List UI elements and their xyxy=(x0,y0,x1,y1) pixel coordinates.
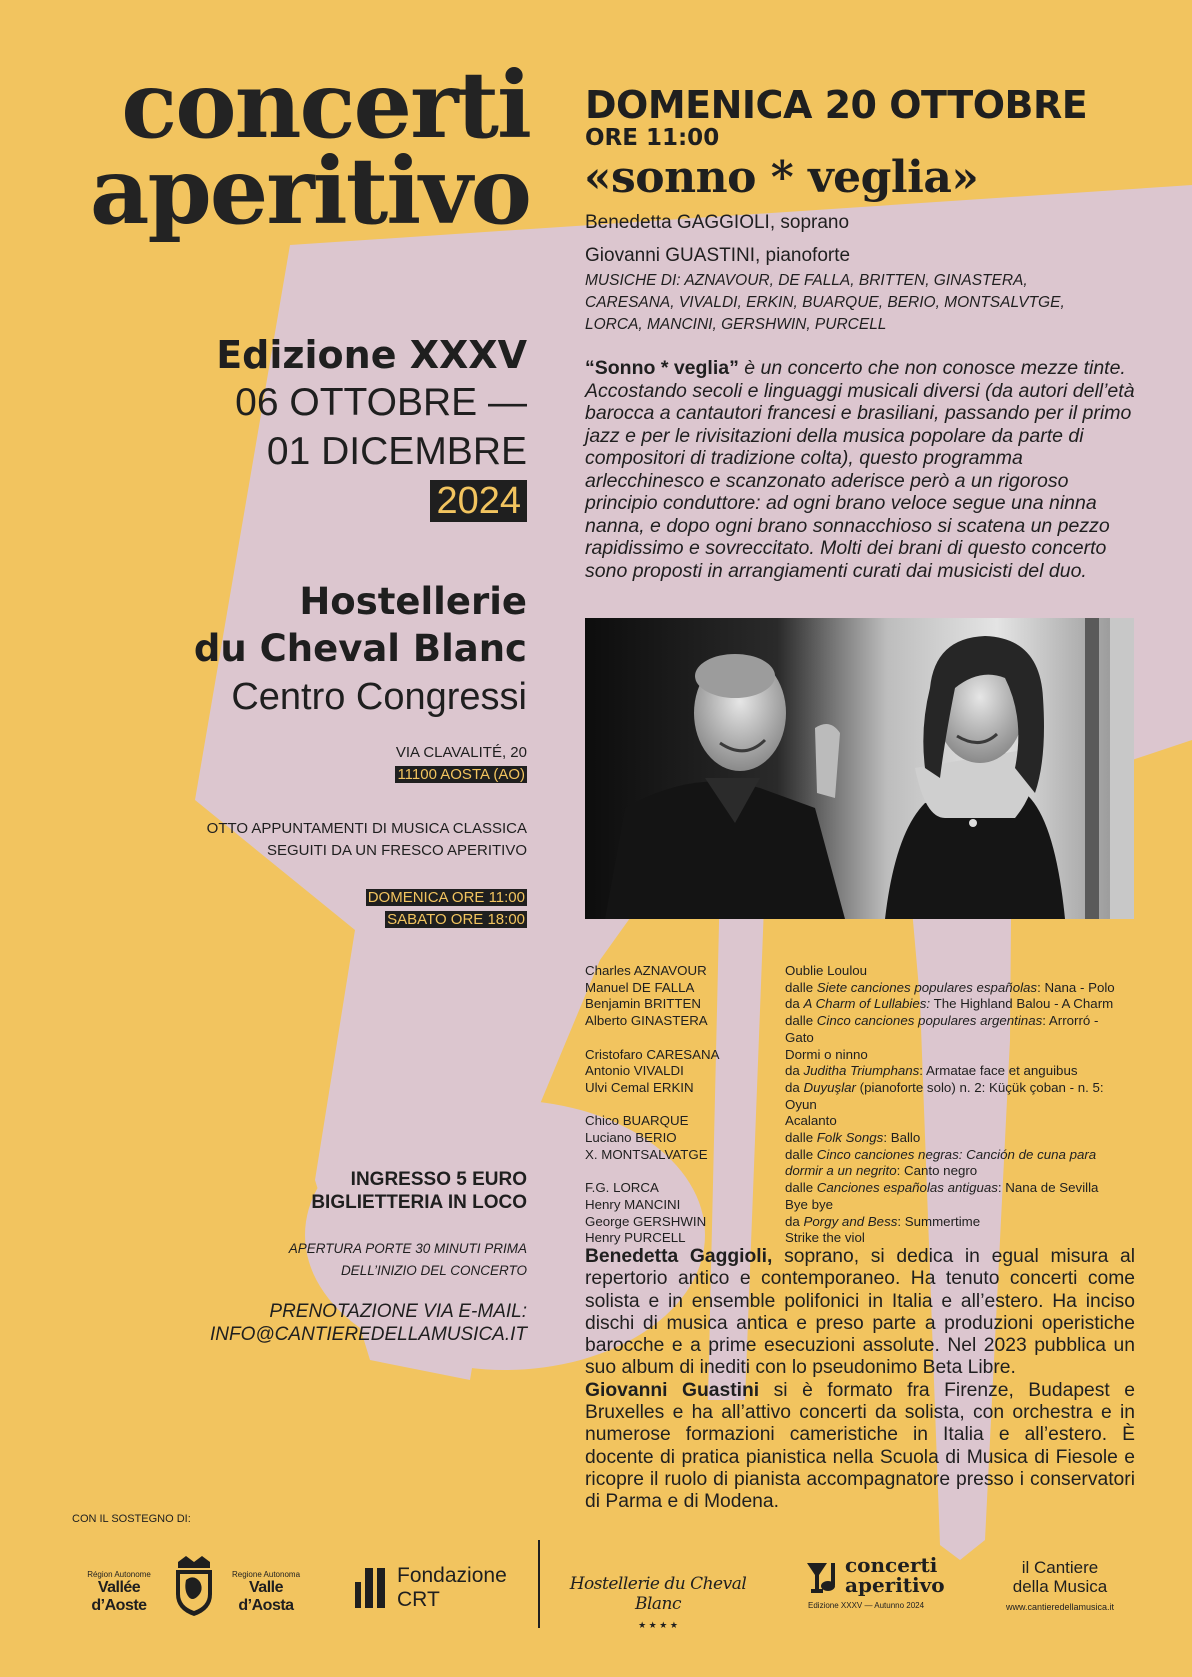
composers-list xyxy=(585,270,1105,336)
address-street: VIA CLAVALITÉ, 20 xyxy=(395,744,527,761)
tagline-line-2: SEGUITI DA UN FRESCO APERITIVO xyxy=(266,842,527,859)
program-row xyxy=(585,1130,1130,1147)
booking-info xyxy=(210,1300,527,1346)
ca-name-2: aperitivo xyxy=(845,1573,945,1597)
program-piece: dalle Folk Songs: Ballo xyxy=(785,1130,921,1146)
bio-text-guastini: si è formato fra Firenze, Budapest e Bruxelles e ha all’attivo concerti da solista, con orchestra e in numerose formazioni cameristiche in Italia e all’estero. È docente di pratica pianistica nella Scuola di Musica di Fiesole e ricopre il ruolo di pianista accompagnatore presso i conservatori di Parma e di Modena. xyxy=(585,1379,1135,1513)
title-line-1: concerti xyxy=(121,51,530,159)
bio-text-gaggioli: soprano, si dedica in egual misura al repertorio antico e contemporaneo. Ha tenuto concerti come solista e in ensemble polifonici in Italia e all’estero. Ha inciso dischi di musica antica e preso parte a produzioni operistiche barocche e a prime esecuzioni assolute. Nel 2023 pubblica un suo album di inediti con lo pseudonimo Beta Libre. xyxy=(585,1246,1135,1379)
program-piece: dalle Canciones españolas antiguas: Nana de Sevilla xyxy=(785,1180,1099,1196)
program-piece: Dormi o ninno xyxy=(785,1046,868,1062)
cm-name-1: il Cantiere xyxy=(1021,1558,1099,1577)
support-label: CON IL SOSTEGNO DI: xyxy=(72,1513,191,1525)
cantiere-logo xyxy=(995,1558,1125,1612)
region-logo xyxy=(70,1568,310,1618)
title-line-2: aperitivo xyxy=(89,137,530,245)
edition-block xyxy=(27,332,527,522)
concert-title: «sonno * veglia» xyxy=(584,152,979,203)
program-piece: dalle Cinco canciones negras: Canción de cuna para dormir a un negrito: Canto negro xyxy=(785,1146,1097,1179)
program-row xyxy=(585,1197,1130,1214)
year-badge: 2024 xyxy=(430,480,527,522)
program-composer: George GERSHWIN xyxy=(585,1213,707,1229)
doors-line-2: DELL’INIZIO DEL CONCERTO xyxy=(340,1263,527,1278)
program-composer: X. MONTSALVATGE xyxy=(585,1146,708,1162)
program-row xyxy=(585,980,1130,997)
concert-time: ORE 11:00 xyxy=(585,125,720,151)
venue-name-1: Hostellerie xyxy=(299,580,527,623)
crt-icon xyxy=(355,1568,389,1608)
dates-line-2: 01 DICEMBRE xyxy=(266,430,527,473)
performers xyxy=(585,206,850,272)
hotel-stars: ★ ★ ★ ★ xyxy=(638,1620,678,1630)
address xyxy=(395,742,527,786)
program-row xyxy=(585,1230,1130,1247)
schedule-saturday: SABATO ORE 18:00 xyxy=(387,911,525,928)
program-piece: da Juditha Triumphans: Armatae face et anguibus xyxy=(785,1063,1078,1079)
region-small-it: Regione Autonoma xyxy=(231,1570,301,1579)
program-row xyxy=(585,1080,1130,1113)
cm-url[interactable]: www.cantieredellamusica.it xyxy=(1005,1602,1115,1612)
schedule-sunday: DOMENICA ORE 11:00 xyxy=(367,889,525,906)
program-piece: da Porgy and Bess: Summertime xyxy=(785,1213,981,1229)
artist-bios xyxy=(585,1246,1135,1514)
performer-piano: Giovanni GUASTINI, pianoforte xyxy=(585,245,851,266)
duo-photo xyxy=(585,618,1134,919)
hotel-logo xyxy=(553,1574,763,1631)
program-composer: Alberto GINASTERA xyxy=(585,1013,708,1029)
program-piece: Strike the viol xyxy=(785,1230,865,1246)
bio-name-guastini: Giovanni Guastini xyxy=(585,1379,760,1401)
footer-divider xyxy=(538,1540,540,1628)
performer-soprano: Benedetta GAGGIOLI, soprano xyxy=(585,212,850,233)
program-composer: Henry MANCINI xyxy=(585,1196,681,1212)
program-row xyxy=(585,996,1130,1013)
address-city: 11100 AOSTA (AO) xyxy=(397,766,525,783)
hotel-name: Hostellerie du Cheval Blanc xyxy=(569,1574,747,1614)
program-row xyxy=(585,1113,1130,1130)
composers-line-1: MUSICHE DI: AZNAVOUR, DE FALLA, BRITTEN, GINASTERA, xyxy=(585,272,1028,289)
cm-name-2: della Musica xyxy=(1012,1577,1108,1596)
program-row xyxy=(585,1214,1130,1231)
concert-date: DOMENICA 20 OTTOBRE xyxy=(585,83,1088,127)
program-composer: Antonio VIVALDI xyxy=(585,1063,684,1079)
ca-edition: Edizione XXXV — Autunno 2024 xyxy=(808,1601,925,1610)
program-composer: F.G. LORCA xyxy=(585,1180,659,1196)
booking-email[interactable]: INFO@CANTIEREDELLAMUSICA.IT xyxy=(210,1324,527,1345)
concert-description xyxy=(585,357,1135,582)
region-big-it: Valle d’Aosta xyxy=(238,1579,294,1614)
program-list xyxy=(585,963,1130,1247)
program-row xyxy=(585,1013,1130,1046)
photo-image xyxy=(585,618,1134,919)
bio-name-gaggioli: Benedetta Gaggioli, xyxy=(585,1246,773,1267)
doors-line-1: APERTURA PORTE 30 MINUTI PRIMA xyxy=(288,1241,527,1256)
program-composer: Henry PURCELL xyxy=(585,1230,686,1246)
tagline-line-1: OTTO APPUNTAMENTI DI MUSICA CLASSICA xyxy=(206,820,527,837)
venue-subtitle: Centro Congressi xyxy=(231,676,527,718)
composers-line-2: CARESANA, VIVALDI, ERKIN, BUARQUE, BERIO, MONTSALVTGE, xyxy=(585,294,1065,311)
schedule xyxy=(366,887,527,931)
edition-label: Edizione XXXV xyxy=(216,333,527,377)
concerti-aperitivo-logo xyxy=(805,1555,955,1615)
composers-line-3: LORCA, MANCINI, GERSHWIN, PURCELL xyxy=(585,316,887,333)
program-composer: Ulvi Cemal ERKIN xyxy=(585,1079,694,1095)
crt-name-1: Fondazione xyxy=(397,1564,507,1587)
program-row xyxy=(585,1147,1130,1180)
venue-block xyxy=(27,578,527,722)
ticket-info xyxy=(311,1168,527,1214)
glass-note-icon xyxy=(805,1561,841,1595)
program-row xyxy=(585,1047,1130,1064)
description-text: è un concerto che non conosce mezze tinte. Accostando secoli e linguaggi musicali diversi (da autori dell’età barocca a cantautori francesi e brasiliani, passando per il primo jazz e per le rivisitazioni della musica popolare da parte di compositori di tradizione colta), questo programma arlecchinesco e scanzonato aderisce però a un rigoroso principio conduttore: ad ogni brano veloce segue una ninna nanna, e dopo ogni brano sonnacchioso si scatena un pezzo rapidissimo e sovreccitato. Molti dei brani di questo concerto sono proposti in arrangiamenti curati dai musicisti del duo. xyxy=(585,357,1135,582)
doors-info xyxy=(289,1238,527,1282)
dates-line-1: 06 OTTOBRE — xyxy=(235,381,527,424)
venue-name-2: du Cheval Blanc xyxy=(193,627,527,670)
ticket-price: INGRESSO 5 EURO xyxy=(350,1169,527,1190)
program-piece: Bye bye xyxy=(785,1196,834,1212)
program-piece: da A Charm of Lullabies: The Highland Balou - A Charm xyxy=(785,996,1114,1012)
program-piece: da Duyuşlar (pianoforte solo) n. 2: Küçük çoban - n. 5: Oyun xyxy=(785,1079,1104,1112)
program-piece: Acalanto xyxy=(785,1113,837,1129)
program-piece: dalle Cinco canciones populares argentinas: Arrorró - Gato xyxy=(785,1013,1099,1045)
region-big-fr: Vallée d’Aoste xyxy=(91,1579,147,1614)
region-crest-icon xyxy=(172,1556,216,1616)
region-small-fr: Région Autonome xyxy=(87,1570,151,1579)
festival-title xyxy=(60,51,530,245)
program-composer: Manuel DE FALLA xyxy=(585,979,695,995)
program-row xyxy=(585,963,1130,980)
ticket-office: BIGLIETTERIA IN LOCO xyxy=(311,1192,527,1213)
program-row xyxy=(585,1180,1130,1197)
program-composer: Luciano BERIO xyxy=(585,1130,677,1146)
program-piece: dalle Siete canciones populares españolas: Nana - Polo xyxy=(785,979,1115,995)
program-piece: Oublie Loulou xyxy=(785,963,868,978)
program-composer: Charles AZNAVOUR xyxy=(585,963,707,978)
program-composer: Chico BUARQUE xyxy=(585,1113,689,1129)
description-lead: “Sonno * veglia” xyxy=(585,357,739,379)
tagline xyxy=(207,818,527,862)
program-composer: Cristofaro CARESANA xyxy=(585,1046,720,1062)
program-composer: Benjamin BRITTEN xyxy=(585,996,702,1012)
crt-logo xyxy=(355,1562,515,1612)
ca-name-1: concerti xyxy=(845,1553,938,1577)
booking-label: PRENOTAZIONE VIA E-MAIL: xyxy=(269,1301,527,1322)
crt-name-2: CRT xyxy=(397,1588,440,1611)
program-row xyxy=(585,1063,1130,1080)
